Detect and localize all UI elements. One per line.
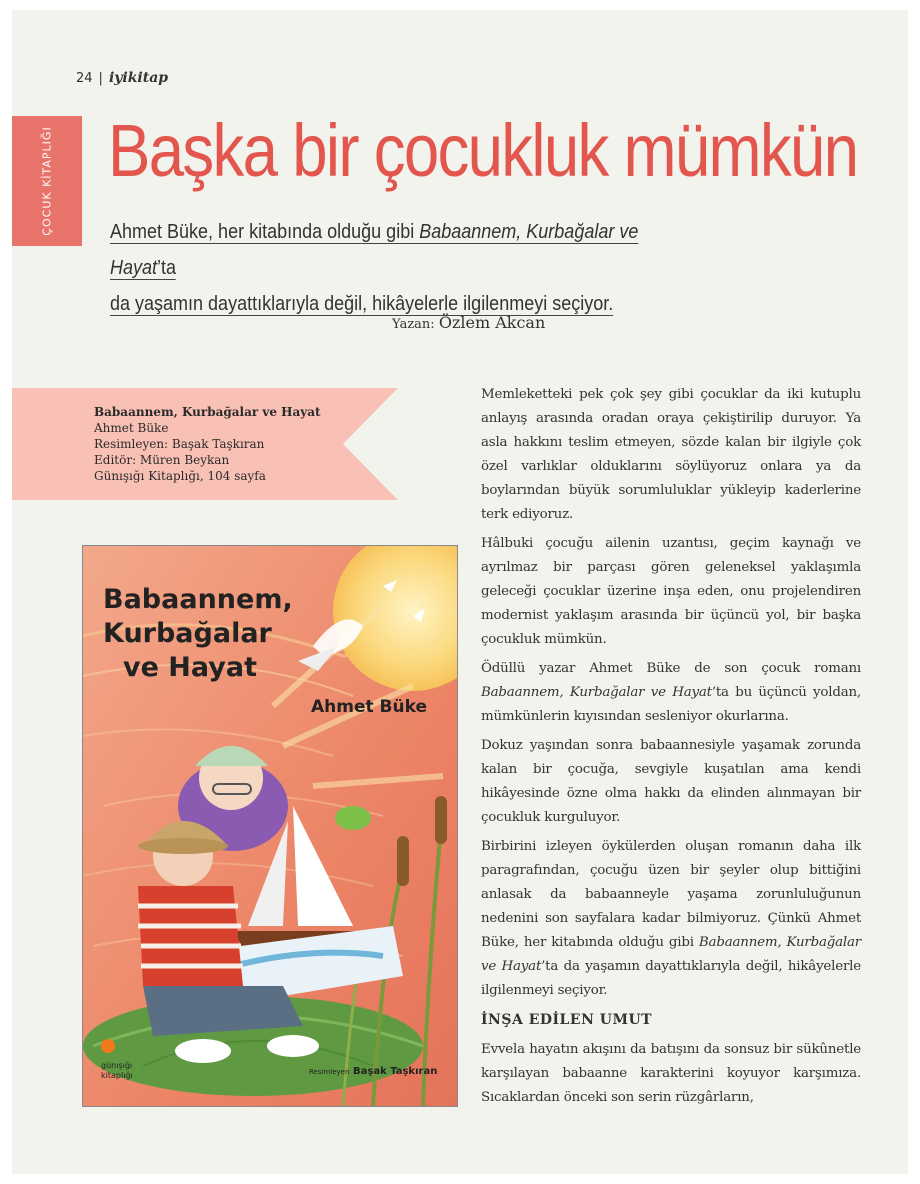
subtitle-text: ’ta: [157, 257, 177, 279]
subtitle-line-1: [110, 221, 638, 280]
paragraph: Hâlbuki çocuğu ailenin uzantısı, geçim kaynağı ve ayrılmaz bir parçası gören geleneksel yaklaşımla geleceği çocuklar üzerine inşa eden, onu projelendiren modernist yaklaşım arasında bir üçüncü yol, bir başka çocukluk mümkün.: [481, 536, 861, 647]
byline: [392, 313, 545, 332]
book-info-title: Babaannem, Kurbağalar ve Hayat: [94, 405, 321, 419]
book-info-illustrator: Resimleyen: Başak Taşkıran: [94, 437, 265, 451]
book-title-italic: Babaannem, Kurbağalar ve Hayat: [481, 685, 712, 700]
cover-title-line-1: Babaannem,: [103, 584, 293, 615]
book-info-box: [12, 388, 398, 500]
book-title-italic: Babaannem, Kurbağalar ve Hayat: [481, 935, 861, 974]
paragraph: Dokuz yaşından sonra babaannesiyle yaşamak zorunda kalan bir çocuğa, sevgiyle kuşatılan ama kendi hikâyesinde özne olma hakkı da elinden alınmayan bir çocukluk kurguluyor.: [481, 738, 861, 825]
cover-author: Ahmet Büke: [311, 697, 427, 717]
section-tab-label: ÇOCUK KİTAPLIĞI: [40, 126, 54, 236]
cover-title-line-2: Kurbağalar: [103, 618, 272, 649]
cover-illustration: [83, 546, 457, 1106]
paragraph: Evvela hayatın akışını da batışını da sonsuz bir sükûnetle karşılayan babaanne karakterini koyuyor karşımıza. Sıcaklardan önceki son serin rüzgârların,: [481, 1042, 861, 1105]
subtitle-book-title: Babaannem, Kurbağalar ve Hayat: [110, 221, 639, 279]
cover-illustrator-label: Resimleyen: [309, 1068, 350, 1076]
paragraph: [481, 657, 861, 729]
page-header: [76, 70, 168, 86]
section-heading: İNŞA EDİLEN UMUT: [481, 1012, 653, 1028]
byline-author: Özlem Akcan: [438, 313, 546, 332]
header-separator: |: [98, 71, 103, 86]
paragraph: Memleketteki pek çok şey gibi çocuklar da iki kutuplu anlayış arasında oradan oraya çekiştirilip duruyor. Ya asla hakkını teslim etmeyen, sözde kalan bir ilgiyle çok özel varlıklar olduklarını söylüyoruz onlara ya da boylarından büyük sorumluluklar yükleyip kaderlerine terk ediyoruz.: [481, 387, 861, 522]
section-tab: [12, 116, 82, 246]
cover-publisher-line-2: kitaplığı: [101, 1071, 133, 1080]
paragraph-text: Ödüllü yazar Ahmet Büke de son çocuk romanı: [481, 661, 861, 676]
article-body: [481, 383, 861, 1115]
book-info-author: Ahmet Büke: [94, 421, 169, 435]
paragraph: [481, 835, 861, 1003]
article-title: Başka bir çocukluk mümkün: [108, 109, 858, 192]
book-cover: [82, 545, 458, 1107]
cover-illustrator: Başak Taşkıran: [353, 1066, 438, 1077]
cover-publisher-line-1: günışığı: [101, 1061, 133, 1070]
byline-label: Yazan:: [392, 317, 435, 332]
article-subtitle: [110, 214, 686, 322]
page-number: 24: [76, 71, 93, 86]
book-info-editor: Editör: Müren Beykan: [94, 453, 230, 467]
paragraph-text: ’ta bu üçüncü yoldan, mümkünlerin kıyısından sesleniyor okurlarına.: [481, 685, 861, 724]
paragraph-text: ’ta da yaşamın dayattıklarıyla değil, hikâyelerle ilgilenmeyi seçiyor.: [481, 959, 861, 998]
brand-logo: iyikitap: [108, 70, 169, 86]
cover-title-line-3: ve Hayat: [123, 652, 258, 683]
subtitle-text: Ahmet Büke, her kitabında olduğu gibi: [110, 221, 420, 243]
book-info-text: [94, 404, 321, 484]
subtitle-line-2: da yaşamın dayattıklarıyla değil, hikâyelerle ilgilenmeyi seçiyor.: [110, 293, 614, 315]
book-info-publisher: Günışığı Kitaplığı, 104 sayfa: [94, 469, 266, 483]
paragraph-text: Birbirini izleyen öykülerden oluşan romanın daha ilk paragrafından, çocuğu üzen bir şeyler olup bittiğini anlasak da babaanneyle yaşama zorunluluğunun nedenini son sayfalara kadar bilmiyoruz. Çünkü Ahmet Büke, her kitabında olduğu gibi: [481, 839, 861, 950]
